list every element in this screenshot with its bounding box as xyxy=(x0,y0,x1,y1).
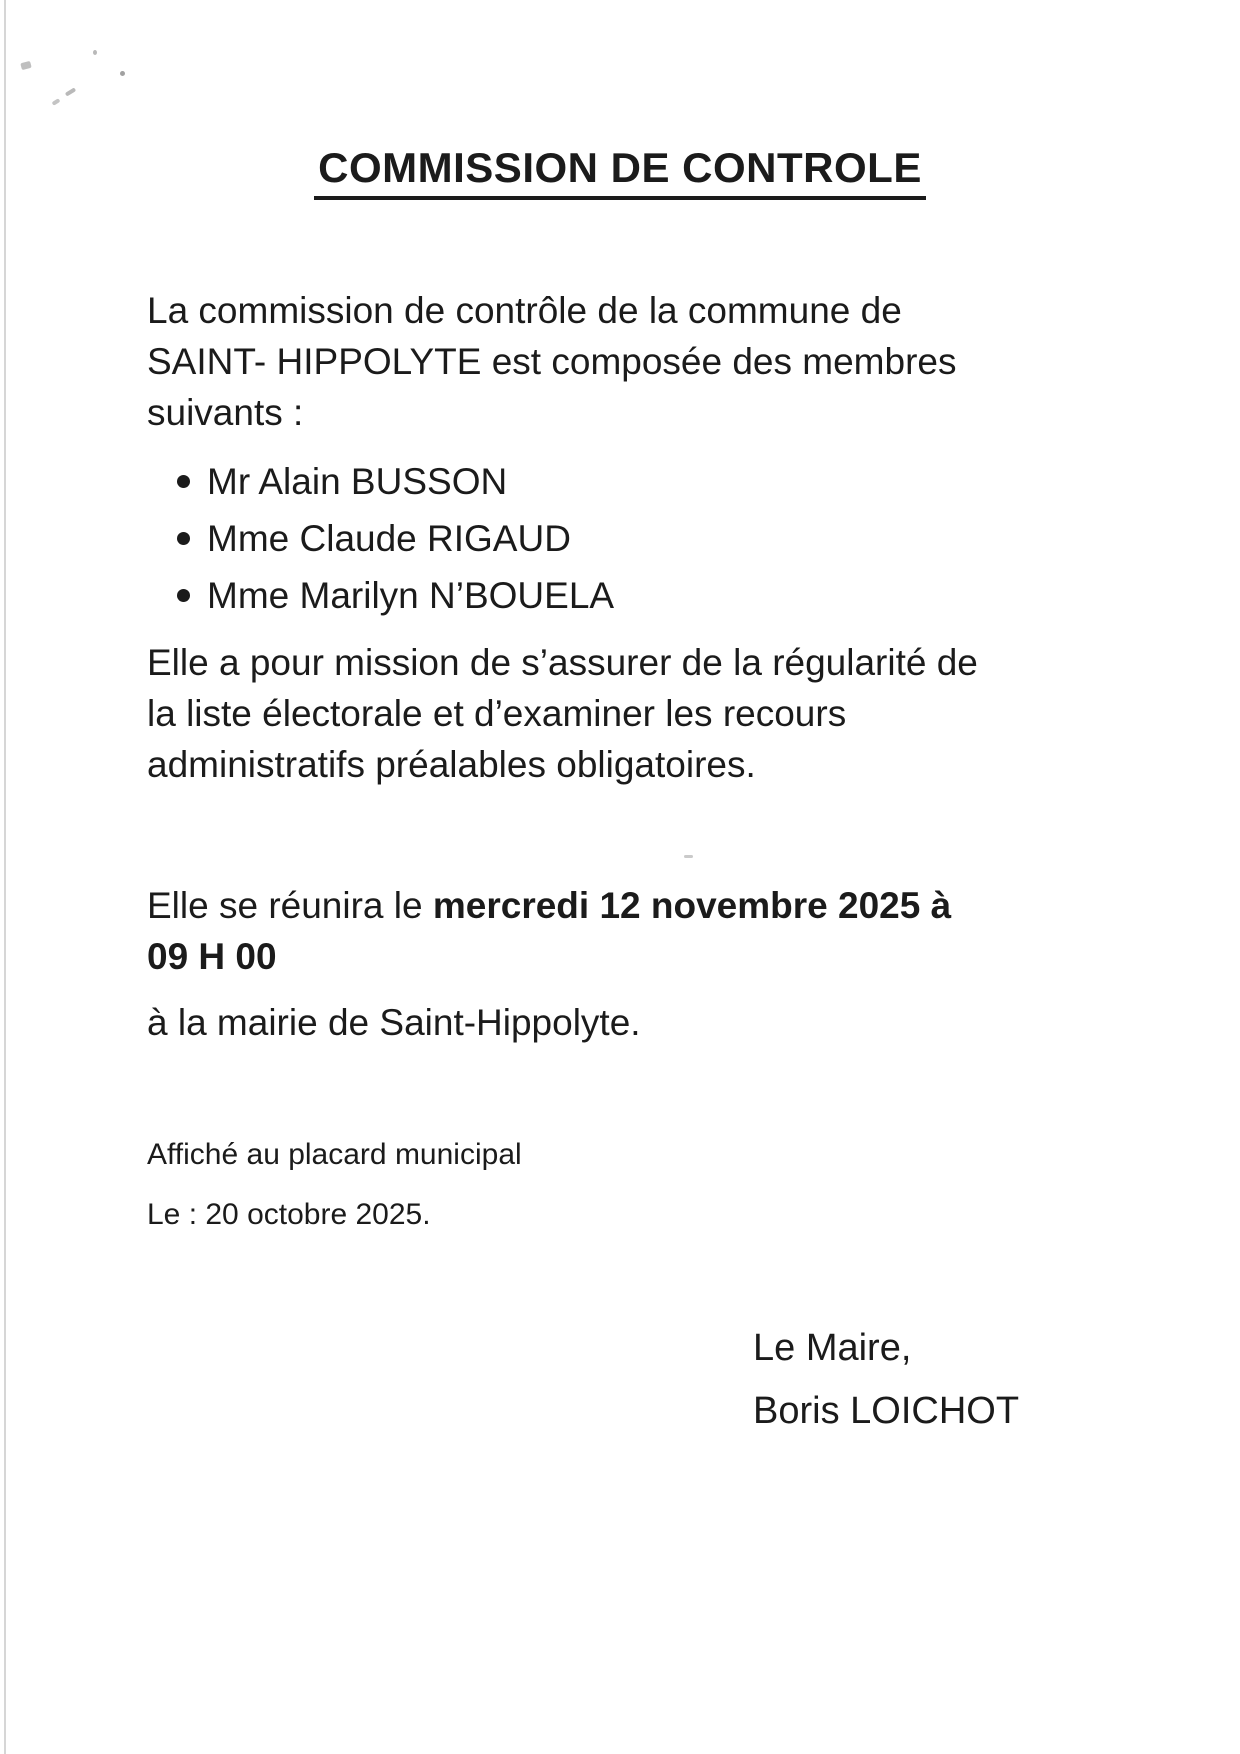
scan-edge-artifact xyxy=(4,0,6,1754)
document-title-text: COMMISSION DE CONTROLE xyxy=(314,143,926,200)
mission-paragraph xyxy=(147,637,978,790)
scan-speck xyxy=(684,855,693,858)
posting-date: Le : 20 octobre 2025. xyxy=(147,1198,431,1231)
list-item xyxy=(177,567,614,624)
meeting-date: mercredi 12 novembre 2025 à xyxy=(432,885,952,926)
signature-role: Le Maire, xyxy=(753,1327,912,1369)
member-name: Mme Marilyn N’BOUELA xyxy=(207,575,615,616)
mission-line-2: la liste électorale et d’examiner les recours xyxy=(147,693,847,734)
meeting-time: 09 H 00 xyxy=(147,936,277,977)
intro-line-3: suivants : xyxy=(147,392,304,433)
mission-line-1: Elle a pour mission de s’assurer de la régularité de xyxy=(147,642,978,683)
scan-speck xyxy=(65,87,76,96)
intro-paragraph xyxy=(147,285,956,438)
list-item xyxy=(177,510,614,567)
meeting-prefix: Elle se réunira le xyxy=(147,885,433,926)
bullet-icon xyxy=(177,589,190,602)
bullet-icon xyxy=(177,532,190,545)
document-title xyxy=(0,143,1240,200)
members-list xyxy=(177,453,614,624)
intro-line-2: SAINT- HIPPOLYTE est composée des membres xyxy=(147,341,957,382)
posting-label: Affiché au placard municipal xyxy=(147,1138,522,1171)
meeting-location: à la mairie de Saint-Hippolyte. xyxy=(147,1002,641,1043)
scan-speck xyxy=(20,61,31,70)
scan-speck xyxy=(120,71,125,76)
intro-line-1: La commission de contrôle de la commune de xyxy=(147,290,902,331)
member-name: Mr Alain BUSSON xyxy=(207,461,508,502)
list-item xyxy=(177,453,614,510)
meeting-line-1 xyxy=(147,880,951,931)
scan-speck xyxy=(52,98,61,106)
bullet-icon xyxy=(177,475,190,488)
member-name: Mme Claude RIGAUD xyxy=(207,518,571,559)
meeting-paragraph xyxy=(147,880,951,982)
signature-name: Boris LOICHOT xyxy=(753,1390,1020,1432)
scan-speck xyxy=(93,50,97,55)
mission-line-3: administratifs préalables obligatoires. xyxy=(147,744,756,785)
